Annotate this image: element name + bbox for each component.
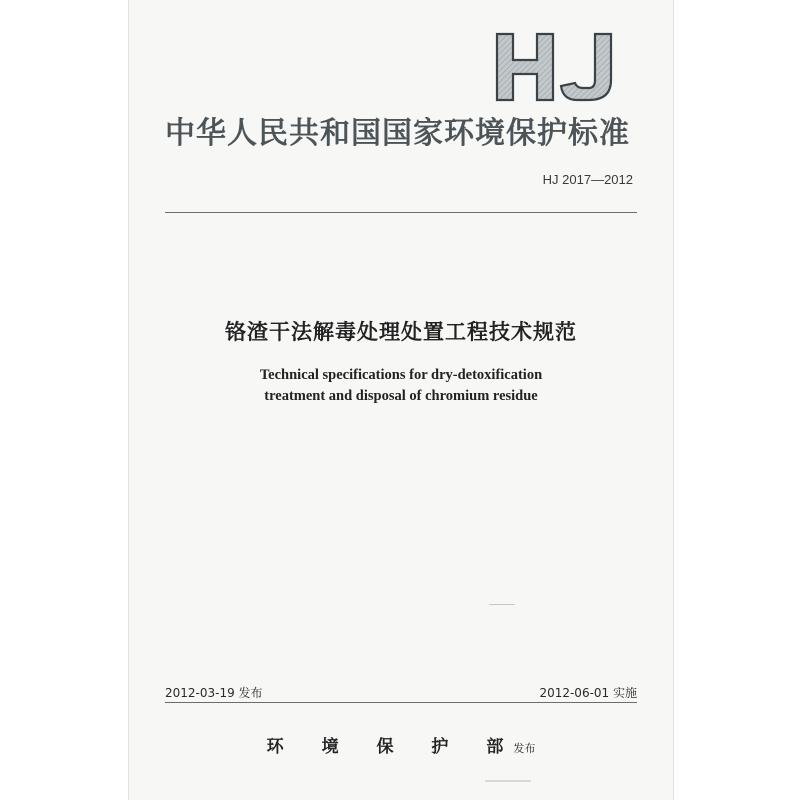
hj-logo-graphic — [491, 28, 621, 106]
publisher-name: 环 境 保 护 部 — [266, 737, 520, 757]
document-title-english-line1: Technical specifications for dry-detoxification — [259, 367, 543, 383]
agency-title: 中华人民共和国国家环境保护标准 — [165, 116, 630, 151]
issue-date: 2012-03-19 发布 — [165, 686, 263, 700]
bottom-divider — [165, 702, 637, 703]
document-cover — [128, 0, 674, 800]
publisher-suffix: 发布 — [513, 742, 536, 755]
implementation-date: 2012-06-01 实施 — [539, 686, 637, 700]
paper-speck — [485, 780, 531, 782]
publisher-line — [129, 732, 673, 757]
paper-speck — [489, 604, 515, 605]
hj-logo — [491, 28, 621, 106]
top-divider — [165, 212, 637, 213]
document-title-chinese: 铬渣干法解毒处理处置工程技术规范 — [225, 320, 577, 344]
standard-code: HJ 2017—2012 — [542, 172, 633, 187]
document-title-english-line2: treatment and disposal of chromium residue — [264, 388, 538, 404]
